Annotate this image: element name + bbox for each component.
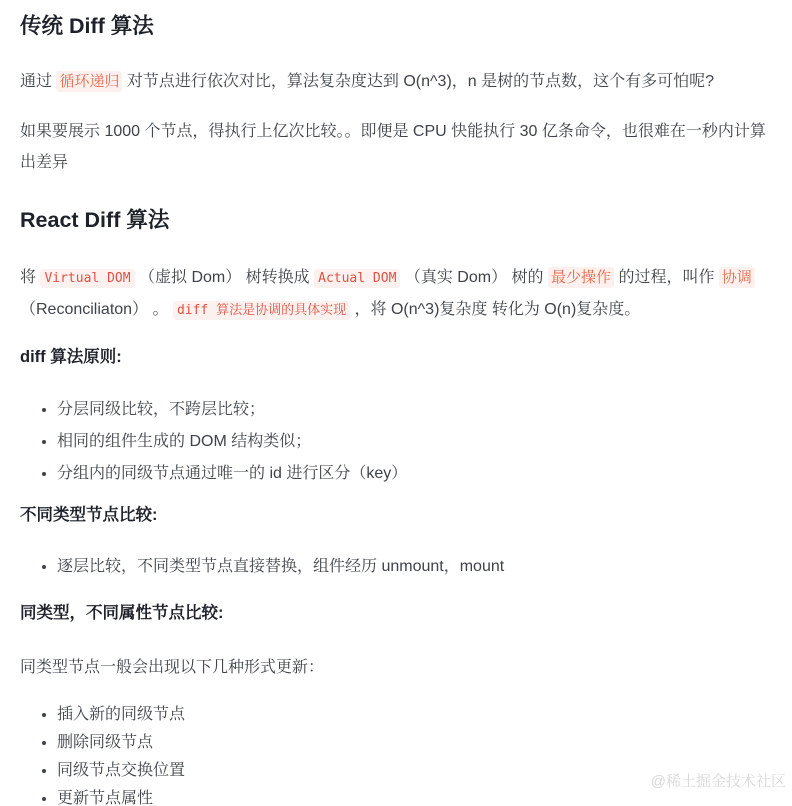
term-loop-recursion: 循环递归	[56, 71, 122, 92]
list-item: • 插入新的同级节点	[57, 701, 772, 729]
text-run: 对节点进行依次对比，算法复杂度达到 O(n^3)，n 是树的节点数，这个有多可怕呢?	[122, 73, 715, 90]
list-item: • 删除同级节点	[57, 729, 772, 757]
watermark: @稀土掘金技术社区	[650, 773, 786, 790]
text-run: （真实 Dom） 树的	[400, 269, 548, 286]
heading-traditional-diff: 传统 Diff 算法	[20, 14, 154, 38]
list-item: • 逐层比较，不同类型节点直接替换，组件经历 unmount，mount	[57, 551, 772, 583]
list-item: • 同级节点交换位置	[57, 757, 772, 785]
list-item: • 更新节点属性	[57, 785, 772, 806]
text-run: 将	[20, 269, 41, 286]
text-run: （虚拟 Dom） 树转换成	[134, 269, 315, 286]
text-run: 的过程，叫作	[614, 269, 719, 286]
article-content	[0, 13, 792, 806]
subheading-different-type-comparison: 不同类型节点比较:	[20, 506, 158, 524]
paragraph-reconciliation	[20, 262, 772, 326]
list-item: • 相同的组件生成的 DOM 结构类似；	[57, 426, 772, 458]
heading-react-diff: React Diff 算法	[20, 208, 170, 232]
code-diff-implementation: diff 算法是协调的具体实现	[173, 301, 350, 320]
code-virtual-dom: Virtual DOM	[40, 269, 134, 288]
subheading-same-type-comparison: 同类型，不同属性节点比较:	[20, 604, 224, 622]
mark-minimum-operations: 最少操作	[548, 267, 614, 288]
text-run: ，将 O(n^3)复杂度 转化为 O(n)复杂度。	[350, 301, 641, 318]
paragraph-complexity	[20, 66, 772, 97]
paragraph-same-type-intro: 同类型节点一般会出现以下几种形式更新：	[20, 659, 325, 676]
mark-reconciliation: 协调	[719, 267, 755, 288]
subheading-diff-principles: diff 算法原则:	[20, 348, 122, 366]
text-run: （Reconciliaton） 。	[20, 301, 173, 318]
list-item: • 分组内的同级节点通过唯一的 id 进行区分（key）	[57, 458, 772, 490]
text-run: 通过	[20, 73, 57, 90]
list-item: • 分层同级比较，不跨层比较；	[57, 394, 772, 426]
code-actual-dom: Actual DOM	[314, 269, 400, 288]
list-different-type	[20, 551, 772, 583]
list-diff-principles	[20, 394, 772, 490]
paragraph-comparison-cost: 如果要展示 1000 个节点，得执行上亿次比较。。即便是 CPU 快能执行 30 亿条命令，也很难在一秒内计算出差异	[20, 123, 766, 171]
